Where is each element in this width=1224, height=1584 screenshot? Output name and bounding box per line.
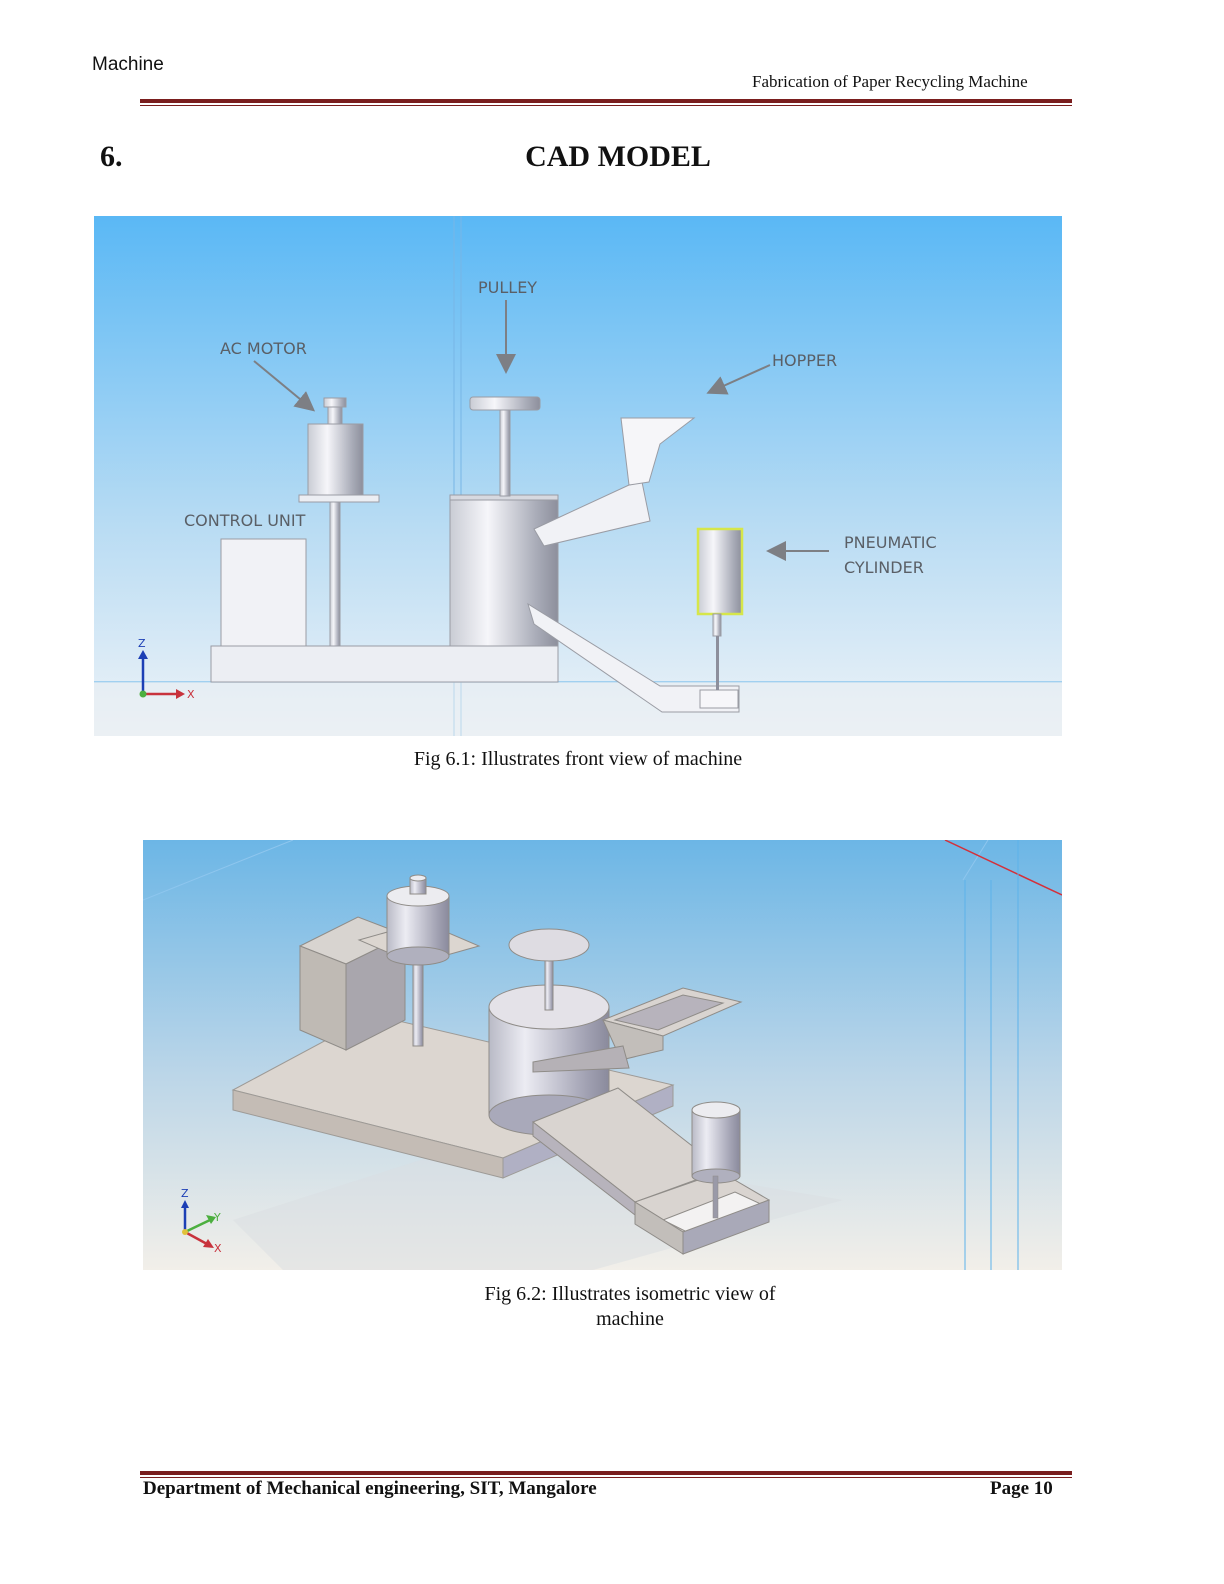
front-view-drawing	[94, 216, 1062, 736]
pulley-shaft	[500, 409, 510, 496]
label-pulley: PULLEY	[478, 278, 538, 297]
iso-pulley-shaft	[545, 955, 553, 1010]
motor-shaft	[330, 501, 340, 646]
header-title: Fabrication of Paper Recycling Machine	[752, 72, 1028, 91]
iso-motor-shaft	[413, 960, 423, 1046]
figure-front-view	[94, 216, 1062, 736]
label-pneumatic-line1: PNEUMATIC	[844, 533, 937, 552]
motor-plate	[299, 495, 379, 502]
label-hopper: HOPPER	[772, 351, 838, 370]
iso-axis-y-label: Y	[214, 1211, 221, 1224]
axis-x-label: X	[187, 688, 195, 701]
header-rule-thick	[140, 99, 1072, 103]
label-pneumatic-line2: CYLINDER	[844, 558, 924, 577]
base-platform	[211, 646, 558, 682]
control-unit-box	[221, 539, 306, 646]
iso-pulley-disc	[509, 929, 589, 961]
pulley-disc	[470, 397, 540, 410]
iso-pneumatic-cylinder	[692, 1110, 740, 1176]
footer-department: Department of Mechanical engineering, SIT, Mangalore	[143, 1478, 597, 1499]
label-ac-motor: AC MOTOR	[220, 339, 307, 358]
footer-page-number: Page 10	[990, 1478, 1053, 1499]
figure-isometric-view	[143, 840, 1062, 1270]
label-control-unit: CONTROL UNIT	[184, 511, 306, 530]
section-number: 6.	[100, 140, 123, 173]
ac-motor-body	[308, 424, 363, 495]
figure1-caption: Fig 6.1: Illustrates front view of machine	[413, 748, 743, 770]
running-header-label: Machine	[92, 54, 164, 75]
figure2-caption-line1: Fig 6.2: Illustrates isometric view of	[484, 1283, 776, 1305]
iso-axis-z-label: Z	[181, 1187, 189, 1200]
isometric-view-drawing	[143, 840, 1062, 1270]
pneumatic-cylinder	[698, 529, 742, 614]
header-rule-thin	[140, 105, 1072, 106]
iso-axis-x-label: X	[214, 1242, 222, 1255]
footer-rule-thick	[140, 1471, 1072, 1475]
section-title: CAD MODEL	[525, 140, 711, 173]
figure2-caption-line2: machine	[596, 1308, 664, 1330]
axis-z-label: Z	[138, 637, 146, 650]
